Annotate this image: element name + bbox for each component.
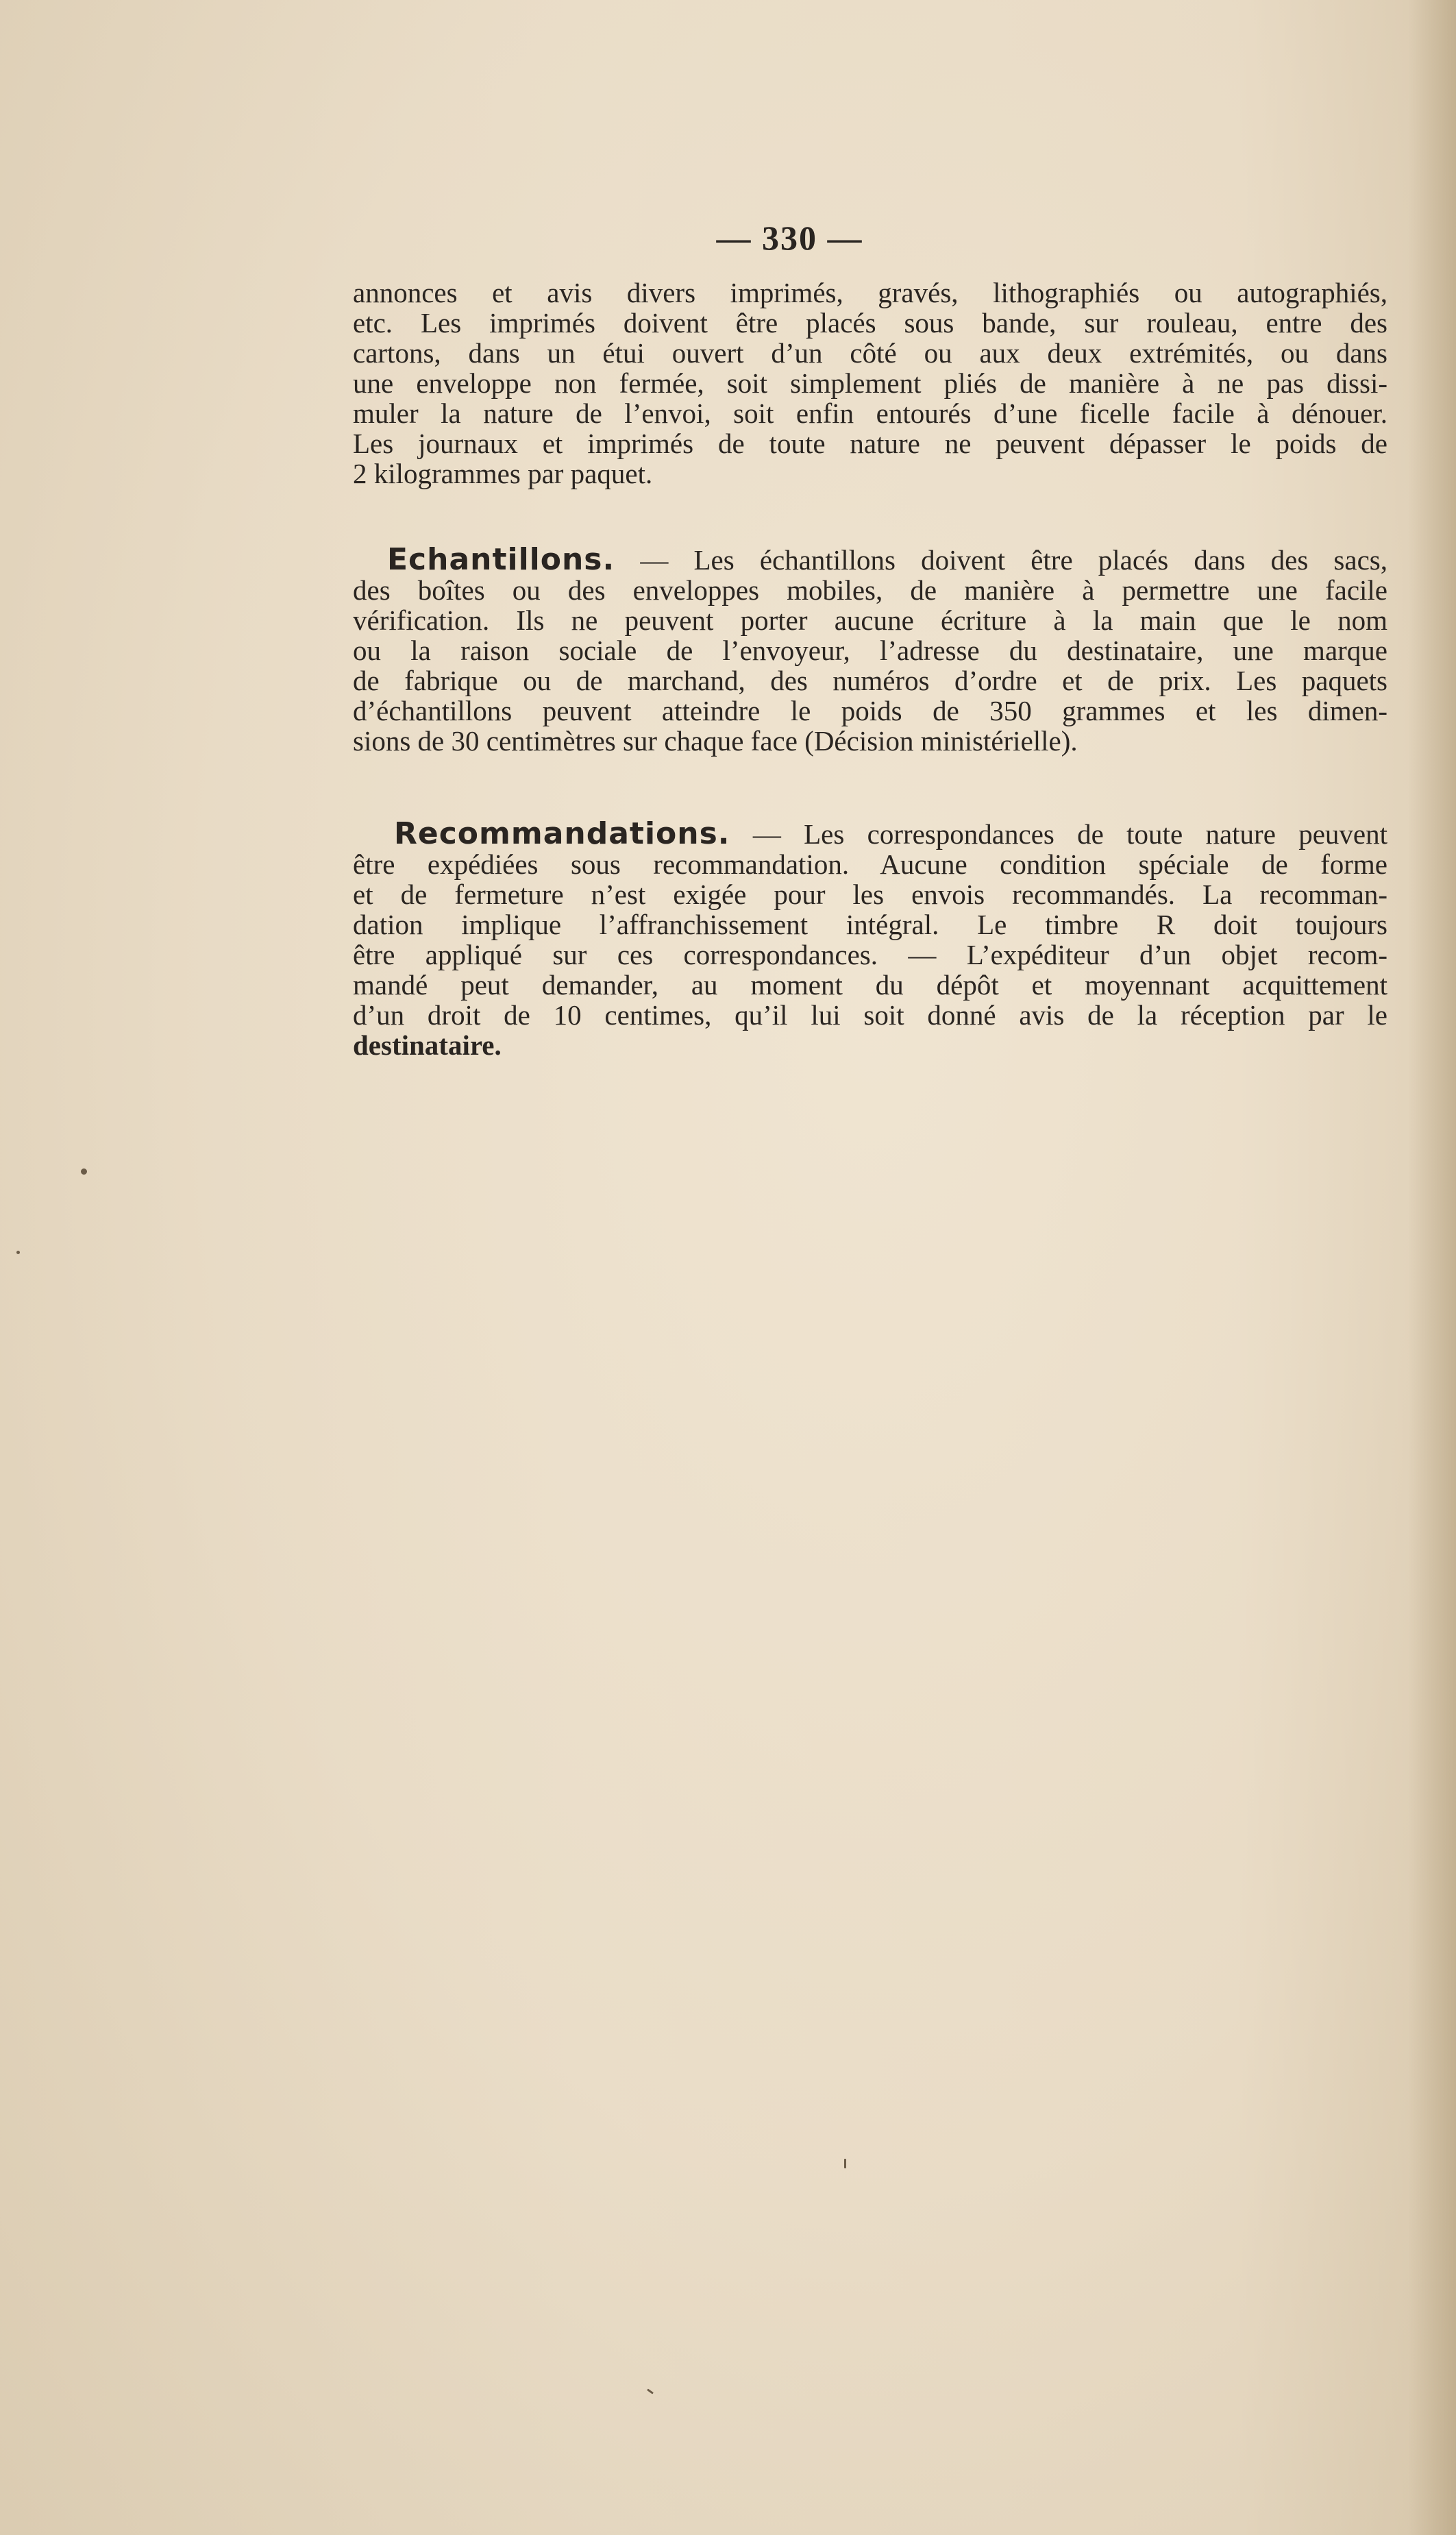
text-line: vérification. Ils ne peuvent porter aucune écriture à la main que le nom (353, 604, 1387, 636)
text-line: muler la nature de l’envoi, soit enfin entourés d’une ficelle facile à dénouer. (353, 397, 1387, 429)
text-line: ou la raison sociale de l’envoyeur, l’adresse du destinataire, une marque (353, 635, 1387, 666)
section-title-recommandations: Recommandations. (394, 816, 730, 851)
text-line-first (353, 816, 1387, 851)
text-line: etc. Les imprimés doivent être placés sous bande, sur rouleau, entre des (353, 307, 1387, 339)
text-line: être expédiées sous recommandation. Aucune condition spéciale de forme (353, 848, 1387, 880)
text-line-first (353, 542, 1387, 577)
text-line: une enveloppe non fermée, soit simplement pliés de manière à ne pas dissi- (353, 367, 1387, 399)
paragraph-imprimes (353, 278, 1387, 489)
page-edge-shadow (1408, 0, 1456, 2535)
text-line: annonces et avis divers imprimés, gravés, lithographiés ou autographiés, (353, 277, 1387, 308)
text-line: mandé peut demander, au moment du dépôt et moyennant acquittement (353, 969, 1387, 1001)
text-line: cartons, dans un étui ouvert d’un côté ou aux deux extrémités, ou dans (353, 337, 1387, 369)
text-line: Les journaux et imprimés de toute nature ne peuvent dépasser le poids de (353, 428, 1387, 459)
text-line: de fabrique ou de marchand, des numéros d’ordre et de prix. Les paquets (353, 665, 1387, 696)
paragraph-recommandations (353, 816, 1387, 1061)
paper-speck (844, 2159, 846, 2168)
text-line: des boîtes ou des enveloppes mobiles, de manière à permettre une facile (353, 574, 1387, 606)
text-line: et de fermeture n’est exigée pour les envois recommandés. La recomman- (353, 879, 1387, 910)
text-line: d’échantillons peuvent atteindre le poids de 350 grammes et les dimen- (353, 695, 1387, 726)
paper-speck (81, 1168, 87, 1175)
text-line: dation implique l’affranchissement intégral. Le timbre R doit toujours (353, 909, 1387, 940)
page-number: — 330 — (716, 219, 863, 257)
text-segment: — Les échantillons doivent être placés dans des sacs, (615, 544, 1387, 576)
text-line: destinataire. (353, 1029, 502, 1061)
text-line: être appliqué sur ces correspondances. — L’expéditeur d’un objet recom- (353, 939, 1387, 970)
text-segment: — Les correspondances de toute nature peuvent (730, 818, 1387, 850)
paragraph-echantillons (353, 542, 1387, 757)
text-line: 2 kilogrammes par paquet. (353, 458, 653, 489)
paper-speck (647, 2388, 654, 2394)
paper-speck (16, 1251, 20, 1254)
section-title-echantillons: Echantillons. (387, 542, 615, 577)
text-line: d’un droit de 10 centimes, qu’il lui soit donné avis de la réception par le (353, 999, 1387, 1031)
text-line: sions de 30 centimètres sur chaque face (Décision ministérielle). (353, 725, 1078, 757)
